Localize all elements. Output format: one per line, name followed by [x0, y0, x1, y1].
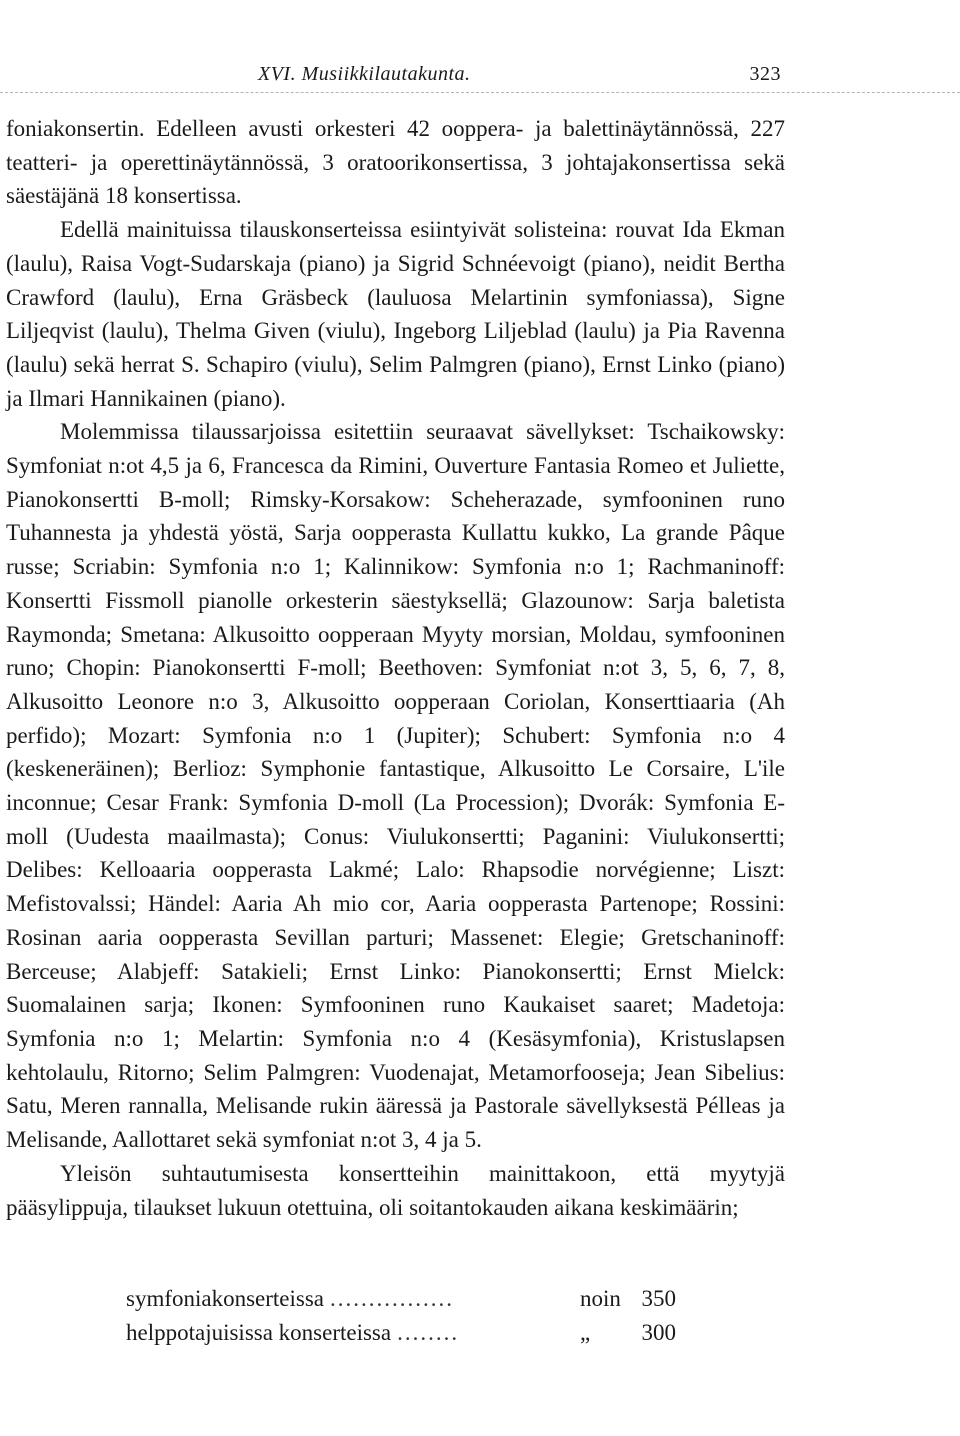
page-number: 323 — [749, 63, 781, 85]
running-head — [240, 58, 785, 90]
paragraph-audience: Yleisön suhtautumisesta konsertteihin mainittakoon, että myytyjä pääsylippuja, tilaukset lukuun otettuina, oli soitantokauden aikana keskimäärin; — [6, 1160, 785, 1220]
stat-row — [126, 1316, 676, 1350]
ticket-stats — [126, 1282, 676, 1350]
running-head-title: XVI. Musiikkilautakunta. — [258, 63, 471, 85]
dot-leader: ........ — [397, 1320, 460, 1345]
stat-label: helppotajuisissa konserteissa — [126, 1320, 392, 1345]
paragraph-continuation: foniakonsertin. Edelleen avusti orkesteri 42 ooppera- ja balettinäytännössä, 227 teatteri- ja operettinäytännössä, 3 oratoorikonsertissa, 3 johtajakonsertissa sekä säestäjänä 18 konsertissa. — [6, 116, 785, 209]
dot-leader: ................ — [330, 1286, 455, 1311]
stat-value: 350 — [641, 1286, 676, 1311]
stat-value: 300 — [641, 1320, 676, 1345]
stat-prefix: „ — [580, 1320, 591, 1345]
stat-label: symfoniakonserteissa — [126, 1286, 325, 1311]
paragraph-soloists: Edellä mainituissa tilauskonserteissa esiintyivät solisteina: rouvat Ida Ekman (laulu), Raisa Vogt-Sudarskaja (piano) ja Sigrid Schnéevoigt (piano), neidit Bertha Crawford (laulu), Erna Gräsbeck (lauluosa Melartinin symfoniassa), Signe Liljeqvist (laulu), Thelma Given (viulu), Ingeborg Liljeblad (laulu) ja Pia Ravenna (laulu) sekä herrat S. Schapiro (viulu), Selim Palmgren (piano), Ernst Linko (piano) ja Ilmari Hannikainen (piano). — [6, 217, 785, 411]
body-text — [6, 112, 785, 1224]
header-rule — [0, 92, 960, 93]
stat-row — [126, 1282, 676, 1316]
stat-prefix: noin — [580, 1286, 621, 1311]
paragraph-compositions: Molemmissa tilaussarjoissa esitettiin seuraavat sävellykset: Tschaikowsky: Symfoniat n:ot 4,5 ja 6, Francesca da Rimini, Ouverture Fantasia Romeo et Juliette, Pianokonsertti B-moll; Rimsky-Korsakow: Scheherazade, symfooninen runo Tuhannesta ja yhdestä yöstä, Sarja oopperasta Kullattu kukko, La grande Pâque russe; Scriabin: Symfonia n:o 1; Kalinnikow: Symfonia n:o 1; Rachmaninoff: Konsertti Fissmoll pianolle orkesterin säestyksellä; Glazounow: Sarja baletista Raymonda; Smetana: Alkusoitto oopperaan Myyty morsian, Moldau, symfooninen runo; Chopin: Pianokonsertti F-moll; Beethoven: Symfoniat n:ot 3, 5, 6, 7, 8, Alkusoitto Leonore n:o 3, Alkusoitto oopperaan Coriolan, Konserttiaaria (Ah perfido); Mozart: Symfonia n:o 1 (Jupiter); Schubert: Symfonia n:o 4 (keskeneräinen); Berlioz: Symphonie fantastique, Alkusoitto Le Corsaire, L'ile inconnue; Cesar Frank: Symfonia D-moll (La Procession); Dvorák: Symfonia E-moll (Uudesta maailmasta); Conus: Viulukonsertti; Paganini: Viulukonsertti; Delibes: Kelloaaria oopperasta Lakmé; Lalo: Rhapsodie norvégienne; Liszt: Mefistovalssi; Händel: Aaria Ah mio cor, Aaria oopperasta Partenope; Rossini: Rosinan aaria oopperasta Sevillan parturi; Massenet: Elegie; Gretschaninoff: Berceuse; Alabjeff: Satakieli; Ernst Linko: Pianokonsertti; Ernst Mielck: Suomalainen sarja; Ikonen: Symfooninen runo Kaukaiset saaret; Madetoja: Symfonia n:o 1; Melartin: Symfonia n:o 4 (Kesäsymfonia), Kristuslapsen kehtolaulu, Ritorno; Selim Palmgren: Vuodenajat, Metamorfooseja; Jean Sibelius: Satu, Meren rannalla, Melisande rukin ääressä ja Pastorale sävellyksestä Pélleas ja Melisande, Aallottaret sekä symfoniat n:ot 3, 4 ja 5. — [6, 419, 785, 1153]
